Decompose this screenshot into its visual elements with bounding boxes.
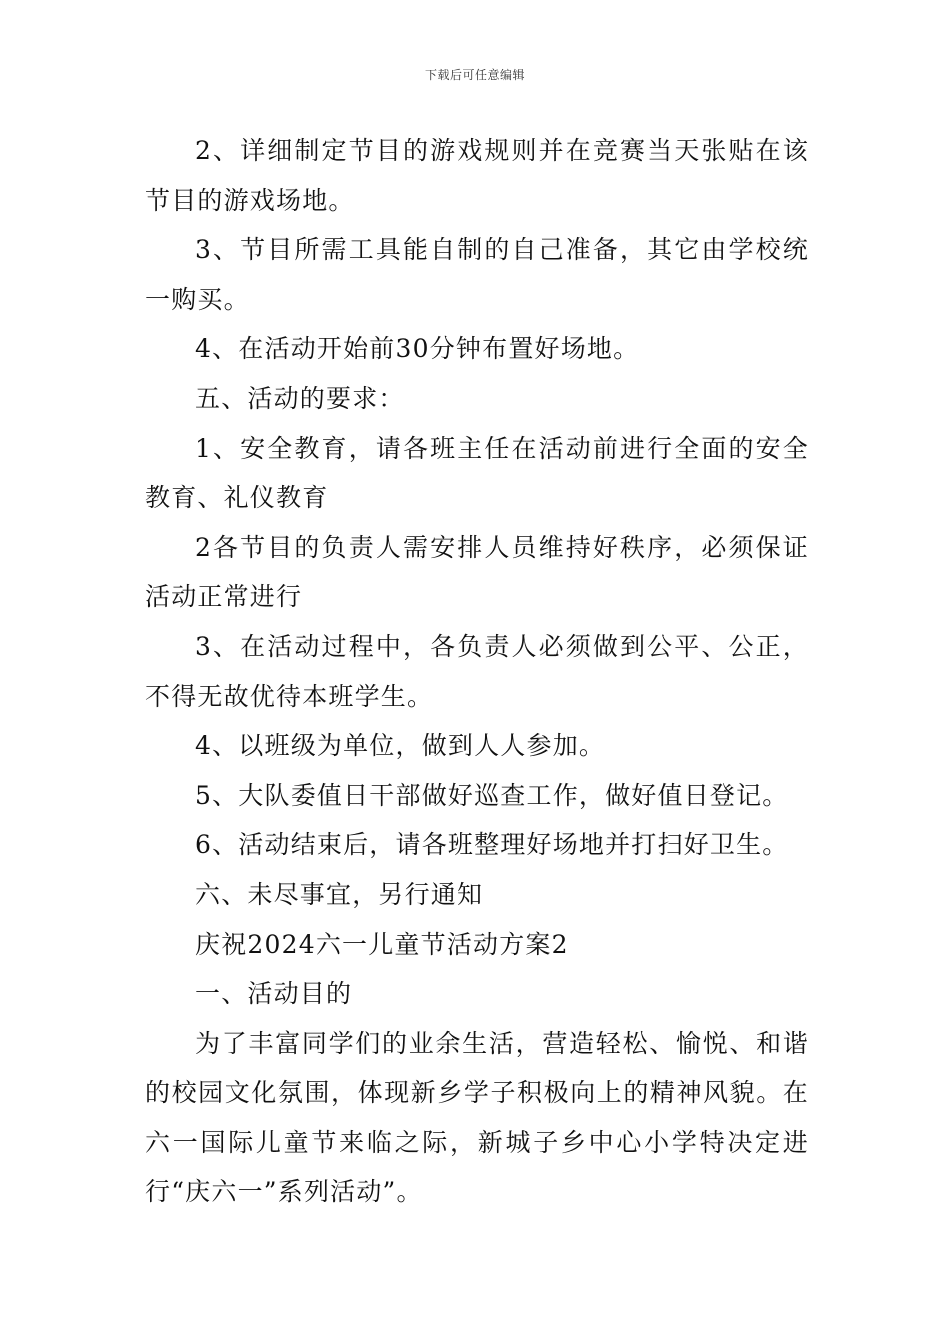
paragraph: 3、节目所需工具能自制的自己准备，其它由学校统一购买。 — [145, 235, 809, 314]
page-header-note: 下载后可任意编辑 — [424, 68, 525, 82]
section-heading: 六、未尽事宜，另行通知 — [195, 879, 484, 909]
paragraph: 3、在活动过程中，各负责人必须做到公平、公正，不得无故优待本班学生。 — [145, 631, 809, 711]
paragraph: 4、在活动开始前30分钟布置好场地。 — [195, 334, 640, 364]
document-body — [145, 126, 809, 1217]
paragraph: 为了丰富同学们的业余生活，营造轻松、愉悦、和谐的校园文化氛围，体现新乡学子积极向上的精神风貌。在六一国际儿童节来临之际，新城子乡中心小学特决定进行“庆六一”系列活动”。 — [145, 1028, 809, 1207]
section-heading: 五、活动的要求： — [195, 383, 405, 413]
paragraph: 1、安全教育，请各班主任在活动前进行全面的安全教育、礼仪教育 — [145, 433, 809, 513]
document-subtitle: 庆祝2024六一儿童节活动方案2 — [195, 929, 569, 959]
paragraph: 2各节目的负责人需安排人员维持好秩序，必须保证活动正常进行 — [145, 532, 809, 612]
section-heading: 一、活动目的 — [195, 979, 353, 1009]
paragraph: 4、以班级为单位，做到人人参加。 — [195, 731, 606, 761]
paragraph: 5、大队委值日干部做好巡查工作，做好值日登记。 — [195, 780, 789, 810]
paragraph: 2、详细制定节目的游戏规则并在竞赛当天张贴在该节目的游戏场地。 — [145, 136, 809, 215]
paragraph: 6、活动结束后，请各班整理好场地并打扫好卫生。 — [195, 830, 789, 860]
